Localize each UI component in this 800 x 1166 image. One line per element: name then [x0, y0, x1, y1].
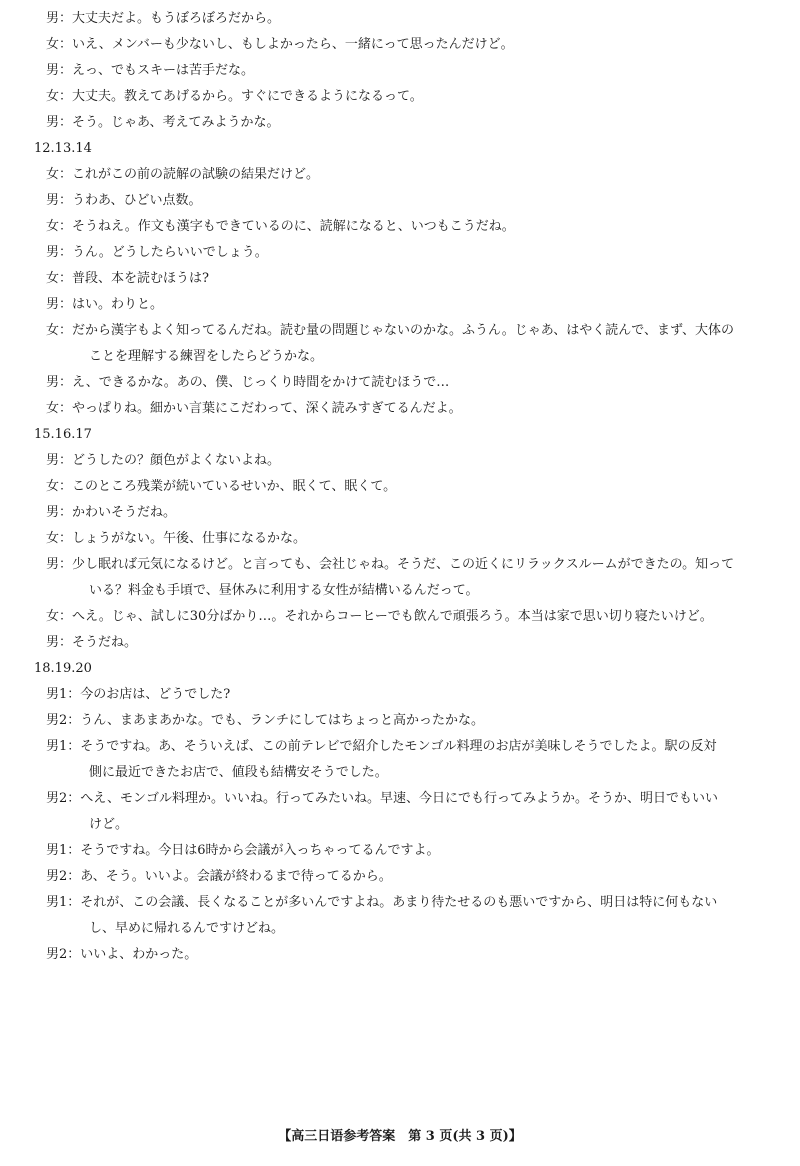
dialogue-line: 男1：今のお店は、どうでした?: [46, 687, 231, 702]
section-heading: 18.19.20: [34, 661, 92, 676]
dialogue-continuation: ことを理解する練習をしたらどうかな。: [89, 349, 324, 364]
dialogue-line: 女：大丈夫。教えてあげるから。すぐにできるようになるって。: [46, 89, 423, 104]
dialogue-line: 男1：そうですね。今日は6時から会議が入っちゃってるんですよ。: [46, 843, 440, 858]
dialogue-line: 男：うわあ、ひどい点数。: [46, 193, 202, 208]
dialogue-line: 男：かわいそうだね。: [46, 505, 177, 520]
dialogue-line: 女：だから漢字もよく知ってるんだね。読む量の問題じゃないのかな。ふうん。じゃあ、はやく読んで、まず、大体の: [46, 323, 734, 338]
section-heading: 12.13.14: [34, 141, 92, 156]
dialogue-line: 男2：うん、まあまあかな。でも、ランチにしてはちょっと高かったかな。: [46, 713, 485, 728]
dialogue-line: 男：そう。じゃあ、考えてみようかな。: [46, 115, 280, 130]
dialogue-continuation: いる？料金も手頃で、昼休みに利用する女性が結構いるんだって。: [89, 583, 479, 598]
dialogue-line: 女：普段、本を読むほうは?: [46, 271, 209, 286]
dialogue-line: 男2：いいよ、わかった。: [46, 947, 198, 962]
dialogue-line: 女：いえ、メンバーも少ないし、もしよかったら、一緒にって思ったんだけど。: [46, 37, 514, 52]
dialogue-line: 男：そうだね。: [46, 635, 138, 650]
dialogue-line: 男：少し眠れば元気になるけど。と言っても、会社じゃね。そうだ、この近くにリラックスルームができたの。知って: [46, 557, 735, 572]
section-heading: 15.16.17: [34, 427, 92, 442]
dialogue-continuation: けど。: [89, 817, 129, 832]
dialogue-line: 男：どうしたの？顔色がよくないよね。: [46, 453, 281, 468]
dialogue-line: 女：このところ残業が続いているせいか、眠くて、眠くて。: [46, 479, 397, 494]
dialogue-line: 男1：そうですね。あ、そういえば、この前テレビで紹介したモンゴル料理のお店が美味しそうでしたよ。駅の反対: [46, 739, 717, 754]
dialogue-line: 男2：あ、そう。いいよ。会議が終わるまで待ってるから。: [46, 869, 392, 884]
dialogue-text: [34, 6, 774, 968]
dialogue-continuation: し、早めに帰れるんですけどね。: [89, 921, 285, 936]
dialogue-line: 男1：それが、この会議、長くなることが多いんですよね。あまり待たせるのも悪いですから、明日は特に何もない: [46, 895, 718, 910]
dialogue-line: 男：はい。わりと。: [46, 297, 164, 312]
dialogue-line: 男2：へえ、モンゴル料理か。いいね。行ってみたいね。早速、今日にでも行ってみようか。そうか、明日でもいい: [46, 791, 719, 806]
dialogue-line: 男：え、できるかな。あの、僕、じっくり時間をかけて読むほうで…: [46, 375, 450, 390]
dialogue-line: 女：やっぱりね。細かい言葉にこだわって、深く読みすぎてるんだよ。: [46, 401, 462, 416]
dialogue-line: 女：しょうがない。午後、仕事になるかな。: [46, 531, 307, 546]
page-footer: 【高三日语参考答案 第 3 页(共 3 页)】: [278, 1129, 522, 1144]
dialogue-line: 男：うん。どうしたらいいでしょう。: [46, 245, 268, 260]
dialogue-line: 女：へえ。じゃ、試しに30分ばかり…。それからコーヒーでも飲んで頑張ろう。本当は家で思い切り寝たいけど。: [46, 609, 713, 624]
dialogue-line: 女：これがこの前の読解の試験の結果だけど。: [46, 167, 320, 182]
dialogue-line: 男：大丈夫だよ。もうぼろぼろだから。: [46, 11, 281, 26]
dialogue-line: 女：そうねえ。作文も漢字もできているのに、読解になると、いつもこうだね。: [46, 219, 515, 234]
dialogue-continuation: 側に最近できたお店で、値段も結構安そうでした。: [89, 765, 388, 780]
dialogue-line: 男：えっ、でもスキーは苦手だな。: [46, 63, 255, 78]
